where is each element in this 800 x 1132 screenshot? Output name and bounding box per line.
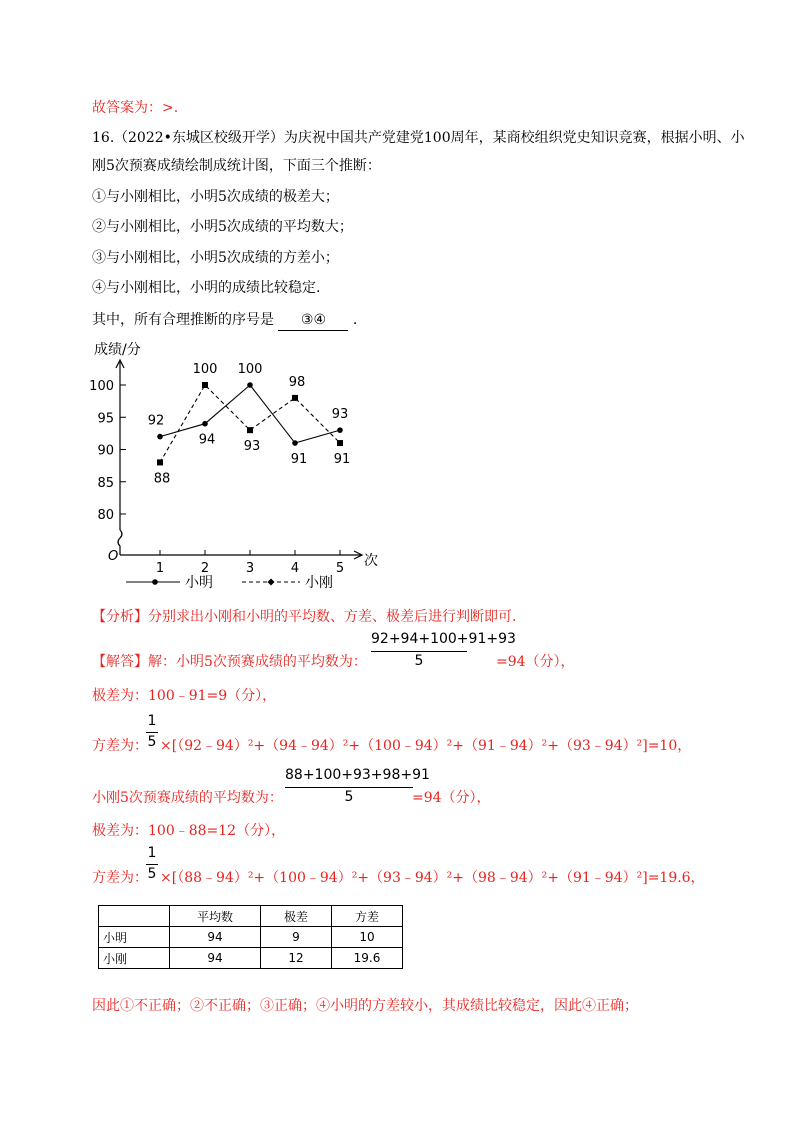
gang-range: 极差为：100﹣88=12（分）， (92, 823, 286, 839)
x-tick-label: 2 (200, 561, 210, 576)
x-tick-label: 3 (245, 561, 255, 576)
ming-range: 极差为：100﹣91=9（分）， (92, 688, 277, 704)
one-fifth-fraction-2 (146, 845, 158, 885)
y-tick-label: 95 (97, 411, 114, 427)
question-number: 16. (92, 130, 115, 146)
data-label: 100 (237, 362, 263, 377)
data-label: 98 (288, 374, 306, 390)
y-axis-break (118, 530, 122, 555)
origin-label: O (108, 549, 119, 564)
table-cell: 19.6 (332, 948, 403, 969)
table-cell: 94 (170, 948, 261, 969)
y-tick-label: 80 (97, 508, 114, 523)
x-tick-label: 1 (155, 561, 165, 576)
table-header-row (99, 906, 403, 927)
previous-answer: 故答案为：>. (92, 100, 179, 116)
data-point (157, 434, 163, 440)
conclusion-text: 因此①不正确；②不正确；③正确；④小明的方差较小，其成绩比较稳定，因此④正确； (92, 998, 638, 1014)
gang-mean-numerator: 88+100+93+98+91 (285, 767, 430, 783)
question-text-line1: （2022•东城区校级开学）为庆祝中国共产党建党100周年，某商校组织党史知识竞赛，根据小明、小 (114, 130, 745, 146)
table-header-cell: 方差 (332, 906, 403, 927)
data-label: 93 (243, 439, 261, 455)
fraction-numerator: 1 (147, 713, 157, 729)
data-point (337, 440, 343, 446)
gang-mean-result: =94（分）， (412, 790, 491, 806)
analysis-text: 【分析】分别求出小刚和小明的平均数、方差、极差后进行判断即可. (92, 609, 517, 625)
y-tick-label: 100 (89, 379, 114, 394)
table-row (99, 948, 403, 969)
fraction-bar (285, 787, 413, 788)
data-point (247, 382, 253, 388)
option-3: ③与小刚相比，小明5次成绩的方差小； (92, 250, 339, 266)
table-cell: 小刚 (99, 948, 170, 969)
one-fifth-fraction-1 (146, 713, 158, 753)
y-axis-title: 成绩/分 (94, 342, 141, 358)
series-line (160, 385, 340, 443)
data-label: 88 (153, 471, 171, 487)
table-header-cell (99, 906, 170, 927)
fill-answer: ③④ (278, 310, 348, 331)
legend-marker-ming (152, 579, 158, 585)
table-cell: 小明 (99, 927, 170, 948)
data-label: 93 (331, 407, 349, 423)
legend-label-gang: 小刚 (305, 575, 333, 591)
fraction-bar (371, 651, 467, 652)
table-header-cell: 极差 (261, 906, 332, 927)
data-point (157, 459, 163, 465)
table-cell: 10 (332, 927, 403, 948)
x-axis-title: 次 (364, 553, 378, 569)
fraction-denominator: 5 (147, 734, 157, 750)
data-point (247, 427, 253, 433)
ming-mean-fraction (371, 631, 516, 673)
data-point (202, 382, 208, 388)
table-cell: 9 (261, 927, 332, 948)
x-tick-label: 5 (335, 561, 345, 576)
ming-mean-result: =94（分）， (496, 654, 575, 670)
data-label: 91 (333, 452, 351, 468)
ming-variance-expression: ×[（92﹣94）²+（94﹣94）²+（100﹣94）²+（91﹣94）²+（93﹣94）²]=10， (160, 738, 692, 754)
stats-table (98, 905, 403, 969)
data-point (292, 395, 298, 401)
data-label: 100 (192, 362, 218, 377)
ming-mean-denominator: 5 (414, 653, 424, 669)
gang-mean-prefix: 小刚5次预赛成绩的平均数为： (92, 790, 283, 806)
option-2: ②与小刚相比，小明5次成绩的平均数大； (92, 219, 353, 235)
solution-intro: 【解答】解：小明5次预赛成绩的平均数为： (92, 654, 367, 670)
table-header-cell: 平均数 (170, 906, 261, 927)
gang-variance-label: 方差为： (92, 870, 148, 886)
y-tick-label: 85 (97, 475, 114, 491)
y-tick-label: 90 (97, 443, 114, 459)
data-label: 91 (290, 452, 308, 468)
gang-variance-expression: ×[（88﹣94）²+（100﹣94）²+（93﹣94）²+（98﹣94）²+（91﹣94）²]=19.6， (160, 870, 705, 886)
data-point (202, 421, 208, 427)
option-1: ①与小刚相比，小明5次成绩的极差大； (92, 189, 339, 205)
fraction-denominator: 5 (147, 866, 157, 882)
gang-mean-denominator: 5 (344, 789, 354, 805)
table-cell: 12 (261, 948, 332, 969)
x-tick-label: 4 (290, 561, 300, 576)
chart-series (148, 362, 351, 486)
table-cell: 94 (170, 927, 261, 948)
fraction-bar (146, 732, 158, 733)
fraction-bar (146, 864, 158, 865)
table-row (99, 927, 403, 948)
fill-prefix: 其中，所有合理推断的序号是 (92, 312, 274, 328)
ming-variance-label: 方差为： (92, 738, 148, 754)
chart-legend (126, 574, 333, 591)
data-label: 94 (198, 432, 216, 448)
option-4: ④与小刚相比，小明的成绩比较稳定. (92, 280, 321, 296)
data-label: 92 (147, 413, 165, 429)
ming-mean-numerator: 92+94+100+91+93 (371, 631, 516, 647)
fraction-numerator: 1 (147, 845, 157, 861)
fill-suffix: . (352, 312, 358, 328)
legend-label-ming: 小明 (185, 575, 213, 591)
gang-mean-fraction (285, 767, 430, 809)
data-point (292, 440, 298, 446)
question-text-line2: 刚5次预赛成绩绘制成统计图，下面三个推断： (92, 158, 381, 174)
legend-marker-gang (268, 579, 275, 586)
data-point (337, 427, 343, 433)
